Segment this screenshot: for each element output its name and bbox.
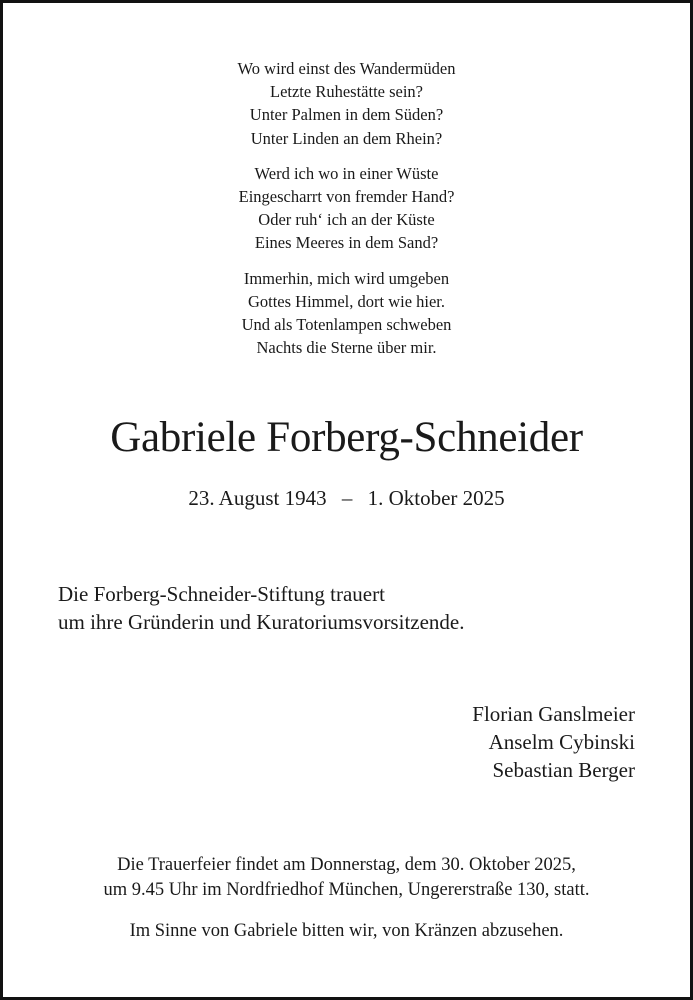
funeral-details (0, 853, 693, 902)
signatories (472, 700, 635, 784)
poem-stanza-1 (0, 57, 693, 150)
poem-line: Gottes Himmel, dort wie hier. (247, 291, 446, 311)
mourning-line: um ihre Gründerin und Kuratoriumsvorsitzende. (58, 610, 465, 634)
funeral-line: Die Trauerfeier findet am Donnerstag, dem 30. Oktober 2025, (117, 855, 576, 875)
mourning-statement (58, 580, 465, 636)
poem-line: Wo wird einst des Wandermüden (237, 59, 456, 78)
poem-line: Immerhin, mich wird umgeben (243, 268, 450, 288)
birth-date: 23. August 1943 (188, 486, 327, 510)
deceased-name: Gabriele Forberg-Schneider (110, 414, 583, 461)
poem (0, 57, 693, 359)
life-dates (0, 484, 693, 512)
signer-name: Florian Ganslmeier (472, 702, 635, 726)
poem-line: Und als Totenlampen schweben (241, 315, 452, 335)
wreaths-note: Im Sinne von Gabriele bitten wir, von Kränzen abzusehen. (129, 921, 564, 941)
mourning-line: Die Forberg-Schneider-Stiftung trauert (58, 582, 385, 606)
poem-line: Unter Palmen in dem Süden? (249, 105, 444, 125)
poem-line: Eines Meeres in dem Sand? (254, 233, 439, 253)
death-date: 1. Oktober 2025 (367, 486, 505, 510)
signer-name: Anselm Cybinski (488, 730, 635, 754)
signer-name: Sebastian Berger (492, 758, 635, 782)
date-separator: – (341, 486, 353, 510)
poem-stanza-3 (0, 267, 693, 360)
poem-line: Letzte Ruhestätte sein? (269, 82, 424, 102)
poem-line: Nachts die Sterne über mir. (256, 338, 437, 358)
poem-line: Unter Linden an dem Rhein? (250, 128, 443, 148)
poem-line: Eingescharrt von fremder Hand? (238, 187, 455, 207)
poem-line: Werd ich wo in einer Wüste (254, 163, 439, 183)
poem-stanza-2 (0, 162, 693, 255)
funeral-line: um 9.45 Uhr im Nordfriedhof München, Ungererstraße 130, statt. (103, 879, 590, 900)
poem-line: Oder ruh‘ ich an der Küste (258, 210, 435, 230)
